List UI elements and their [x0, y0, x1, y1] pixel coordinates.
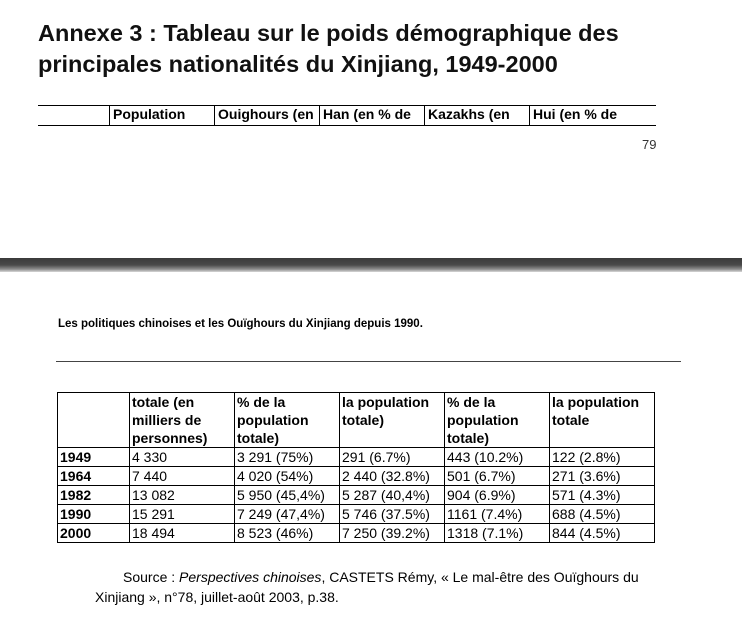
population-table	[57, 392, 655, 543]
table-cell: 5 950 (45,4%)	[235, 486, 340, 505]
table-cell: 1161 (7.4%)	[445, 505, 550, 524]
header-cell: % de la population totale)	[445, 393, 550, 448]
header-rule	[56, 361, 681, 362]
page-number: 79	[642, 137, 657, 152]
year-cell: 1964	[58, 467, 130, 486]
header-cell-kazakhs: Kazakhs (en	[425, 106, 530, 126]
table-cell: 7 249 (47,4%)	[235, 505, 340, 524]
table-cell: 271 (3.6%)	[550, 467, 655, 486]
table-cell: 3 291 (75%)	[235, 448, 340, 467]
table-cell: 688 (4.5%)	[550, 505, 655, 524]
table-header-row	[58, 393, 655, 448]
header-cell: totale (en milliers de personnes)	[130, 393, 235, 448]
source-publication: Perspectives chinoises	[179, 569, 322, 585]
year-cell: 1990	[58, 505, 130, 524]
running-title: Les politiques chinoises et les Ouïghours du Xinjiang depuis 1990.	[58, 318, 423, 330]
title-line-1: Annexe 3 : Tableau sur le poids démographique des	[38, 20, 619, 46]
table-cell: 291 (6.7%)	[340, 448, 445, 467]
table-cell: 7 250 (39.2%)	[340, 524, 445, 543]
year-cell: 1982	[58, 486, 130, 505]
table-cell: 5 746 (37.5%)	[340, 505, 445, 524]
source-rest: , CASTETS Rémy, « Le mal-être des Ouïghours du	[321, 569, 639, 585]
header-cell-population: Population	[110, 106, 215, 126]
source-line-2: Xinjiang », n°78, juillet-août 2003, p.38.	[95, 589, 339, 605]
source-prefix: Source :	[123, 569, 180, 585]
header-cell: la population totale	[550, 393, 655, 448]
table-cell: 2 440 (32.8%)	[340, 467, 445, 486]
page-title	[38, 18, 718, 80]
table-cell: 122 (2.8%)	[550, 448, 655, 467]
year-cell: 2000	[58, 524, 130, 543]
header-cell-han: Han (en % de	[320, 106, 425, 126]
header-cell: % de la population totale)	[235, 393, 340, 448]
table-cell: 571 (4.3%)	[550, 486, 655, 505]
year-cell: 1949	[58, 448, 130, 467]
table-cell: 1318 (7.1%)	[445, 524, 550, 543]
table-header-continued	[38, 105, 656, 126]
table-cell: 15 291	[130, 505, 235, 524]
header-cell	[58, 393, 130, 448]
table-row	[58, 524, 655, 543]
source-citation	[95, 567, 685, 607]
table-cell: 5 287 (40,4%)	[340, 486, 445, 505]
table-cell: 8 523 (46%)	[235, 524, 340, 543]
table-row	[58, 486, 655, 505]
table-cell: 4 020 (54%)	[235, 467, 340, 486]
table-cell: 13 082	[130, 486, 235, 505]
page-separator	[0, 258, 742, 272]
source-line-1	[95, 567, 685, 587]
table-cell: 443 (10.2%)	[445, 448, 550, 467]
header-cell-hui: Hui (en % de	[530, 106, 657, 126]
title-line-2: principales nationalités du Xinjiang, 1949-2000	[38, 51, 558, 77]
header-cell-ouighours: Ouighours (en	[215, 106, 320, 126]
header-cell: la population totale)	[340, 393, 445, 448]
table-row	[58, 467, 655, 486]
header-cell-blank	[38, 106, 110, 126]
table-cell: 904 (6.9%)	[445, 486, 550, 505]
table-cell: 7 440	[130, 467, 235, 486]
table-cell: 18 494	[130, 524, 235, 543]
table-cell: 844 (4.5%)	[550, 524, 655, 543]
table-cell: 4 330	[130, 448, 235, 467]
table-row	[58, 505, 655, 524]
table-cell: 501 (6.7%)	[445, 467, 550, 486]
table-row	[58, 448, 655, 467]
